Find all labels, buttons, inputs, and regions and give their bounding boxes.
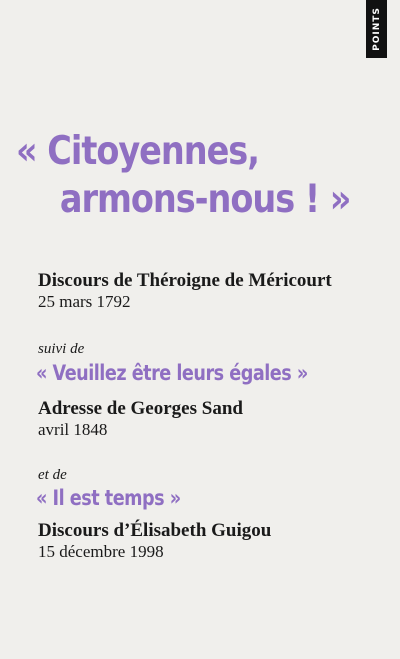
- publisher-logo-text: POINTS: [371, 7, 382, 51]
- work2-author: Adresse de Georges Sand: [38, 398, 243, 419]
- work3-date: 15 décembre 1998: [38, 542, 164, 561]
- work2-date: avril 1848: [38, 420, 108, 439]
- main-title: [16, 128, 351, 224]
- main-title-line-1: « Citoyennes,: [16, 129, 259, 174]
- work3-connector: et de: [38, 467, 67, 483]
- publisher-badge: [366, 0, 387, 58]
- work1-author: Discours de Théroigne de Méricourt: [38, 270, 332, 291]
- work1-date: 25 mars 1792: [38, 292, 131, 311]
- work3-title: « Il est temps »: [36, 486, 181, 510]
- work2-connector: suivi de: [38, 341, 85, 357]
- work3-author: Discours d’Élisabeth Guigou: [38, 520, 272, 541]
- main-title-line-2: armons-nous ! »: [59, 177, 351, 222]
- work2-title: « Veuillez être leurs égales »: [36, 361, 308, 385]
